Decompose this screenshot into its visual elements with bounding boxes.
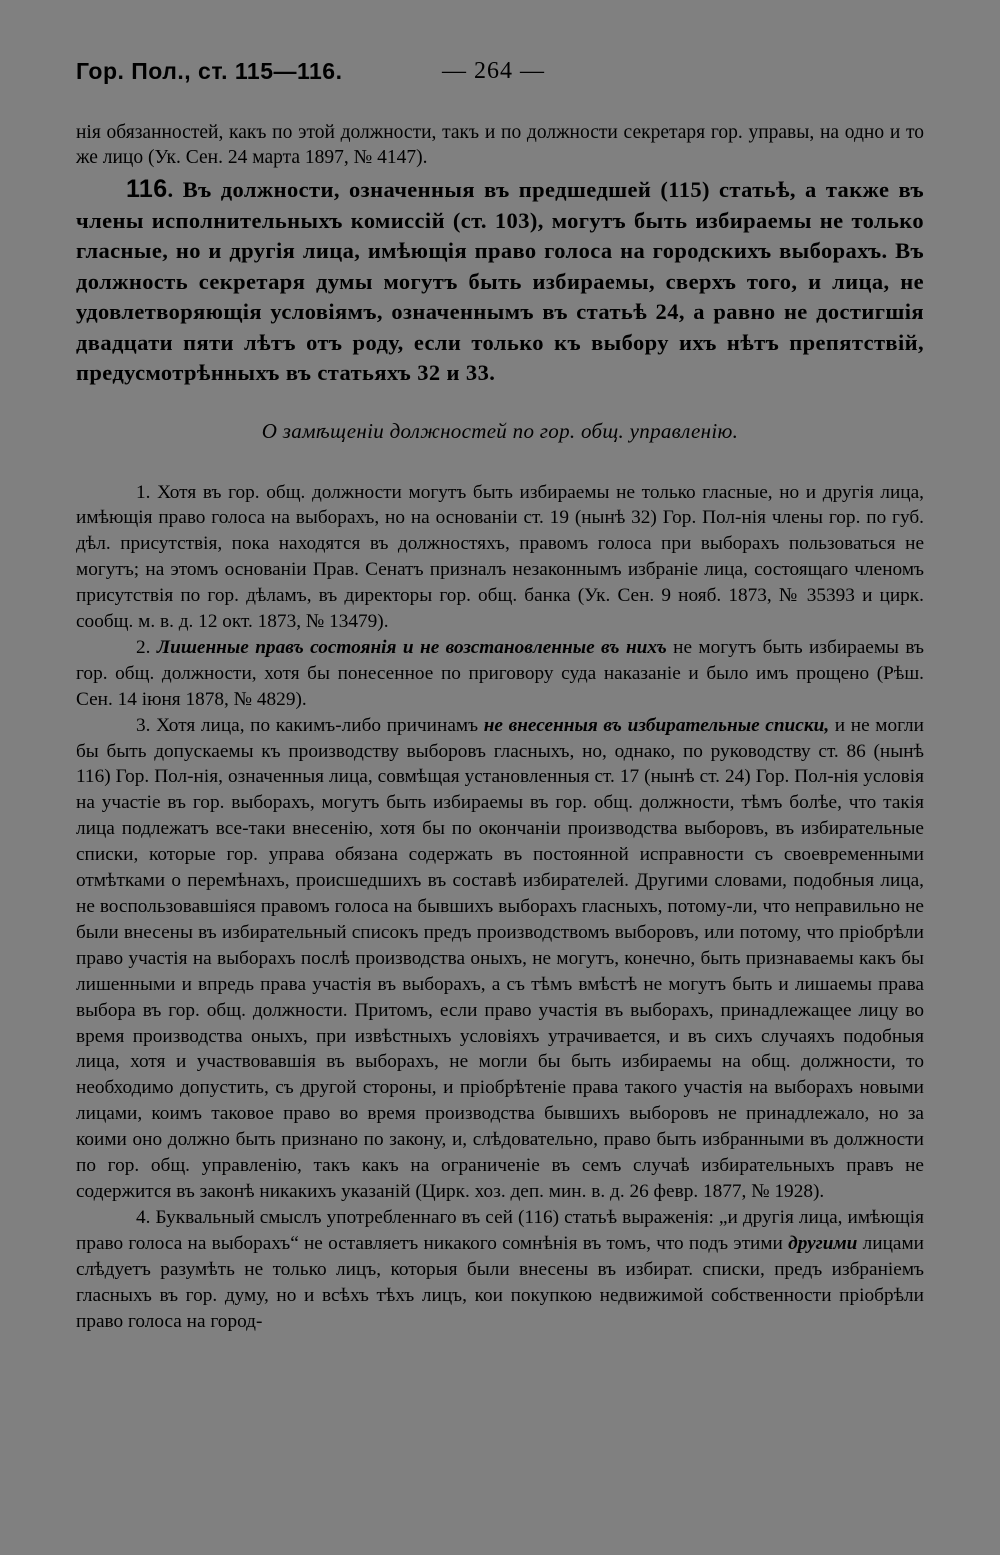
page-number: — 264 — — [442, 58, 545, 84]
article-text: . Въ должности, означенныя въ предшедшей (115) статьѣ, а также въ члены исполнительныхъ комиссій (ст. 103), могутъ быть избираемы не только гласные, но и другія лица, имѣющія право голоса на городскихъ выборахъ. Въ должность секретаря думы могутъ быть избираемы, сверхъ того, и лица, не удовлетворяющія условіямъ, означеннымъ въ статьѣ 24, а равно не достигшія двадцати пяти лѣтъ отъ роду, если только къ выбору ихъ нѣтъ препятствій, предусмотрѣнныхъ въ статьяхъ 32 и 33. — [76, 177, 924, 385]
continuation-paragraph: нія обязанностей, какъ по этой должности, такъ и по должности секретаря гор. управы, на одно и то же лицо (Ук. Сен. 24 марта 1897, № 4147). — [76, 122, 924, 168]
note-3 — [76, 713, 924, 1205]
section-subheading: О замѣщеніи должностей по гор. общ. управленію. — [261, 418, 739, 443]
note-text: 1. Хотя въ гор. общ. должности могутъ быть избираемы не только гласные, но и другія лица, имѣющія право голоса на выборахъ, но на основаніи ст. 19 (нынѣ 32) Гор. Пол-нія члены гор. по губ. дѣл. присутствія, пока находятся въ должностяхъ, правомъ голоса при выборахъ пользоваться не могутъ; на этомъ основаніи Прав. Сенатъ призналъ незаконнымъ избраніе лица, состоящаго членомъ присутствія по гор. дѣламъ, въ директоры гор. общ. банка (Ук. Сен. 9 нояб. 1873, № 35393 и цирк. сообщ. м. в. д. 12 окт. 1873, № 13479). — [76, 481, 924, 633]
page-body — [76, 120, 924, 1334]
note-emphasis: Лишенные правъ состоянія и не возстановленные въ нихъ — [156, 636, 667, 658]
note-emphasis: другими — [788, 1232, 858, 1254]
note-text-cont: не могутъ быть избираемы въ гор. общ. должности, хотя бы понесенное по приговору суда наказаніе и было имъ прощено (Рѣш. Сен. 14 іюня 1878, № 4829). — [76, 636, 924, 710]
note-text: 3. Хотя лица, по какимъ-либо причинамъ — [136, 714, 484, 736]
note-1 — [76, 480, 924, 635]
note-emphasis: не внесенныя въ избирательные списки, — [483, 714, 830, 736]
running-head: Гор. Пол., ст. 115—116. — [76, 58, 343, 84]
note-4 — [76, 1205, 924, 1335]
note-text: 4. Буквальный смыслъ употребленнаго въ сей (116) статьѣ выраженія: „и другія лица, имѣющія право голоса на выборахъ“ не оставляетъ никакого сомнѣнія въ томъ, что подъ этими — [76, 1206, 924, 1254]
note-2 — [76, 635, 924, 713]
note-text-cont: лицами слѣдуетъ разумѣть не только лицъ, которыя были внесены въ избират. списки, предъ избраніемъ гласныхъ въ гор. думу, но и всѣхъ тѣхъ лицъ, кои покупкою недвижимой собственности пріобрѣли право голоса на город- — [76, 1232, 924, 1332]
note-text: 2. — [136, 636, 157, 658]
note-text-cont: и не могли бы быть допускаемы къ производству выборовъ гласныхъ, но, однако, по руководству ст. 86 (нынѣ 116) Гор. Пол-нія, означенныя лица, совмѣщая установленныя ст. 17 (нынѣ ст. 24) Гор. Пол-нія условія на участіе въ гор. выборахъ, могутъ быть избираемы въ гор. общ. должности, тѣмъ болѣе, что такія лица подлежатъ все-таки внесенію, хотя бы по окончаніи производства выборовъ, въ избирательные списки, которые гор. управа обязана содержать въ постоянной исправности съ своевременными отмѣтками о перемѣнахъ, происшедшихъ въ составѣ избирателей. Другими словами, подобныя лица, не воспользовавшіяся правомъ голоса на бывшихъ выборахъ гласныхъ, потому-ли, что неправильно не были внесены въ избирательный списокъ предъ производствомъ выборовъ, или потому, что пріобрѣли право участія на выборахъ послѣ производства оныхъ, не могутъ, конечно, быть признаваемы какъ бы лишенными и впредь права участія въ выборахъ, а съ тѣмъ вмѣстѣ не могутъ быть и лишаемы права выбора въ гор. общ. должности. Притомъ, если право участія въ выборахъ, принадлежащее лицу во время производства оныхъ, при извѣстныхъ условіяхъ утрачивается, и въ сихъ случаяхъ подобныя лица, хотя и участвовавшія въ выборахъ, не могли бы быть избираемы на общ. должности, то необходимо допустить, съ другой стороны, и пріобрѣтеніе права такого участія на выборахъ новыми лицами, коимъ таковое право во время производства бывшихъ выборовъ не принадлежало, но за коими оно должно быть признано по закону, и, слѣдовательно, право быть избранными въ должности по гор. общ. управленію, такъ какъ на ограниченіе въ семъ случаѣ избирательныхъ правъ не содержится въ законѣ никакихъ указаній (Цирк. хоз. деп. мин. в. д. 26 февр. 1877, № 1928). — [76, 714, 924, 1202]
page-header — [76, 58, 924, 90]
article-116 — [76, 174, 924, 389]
article-number: 116 — [126, 175, 168, 203]
